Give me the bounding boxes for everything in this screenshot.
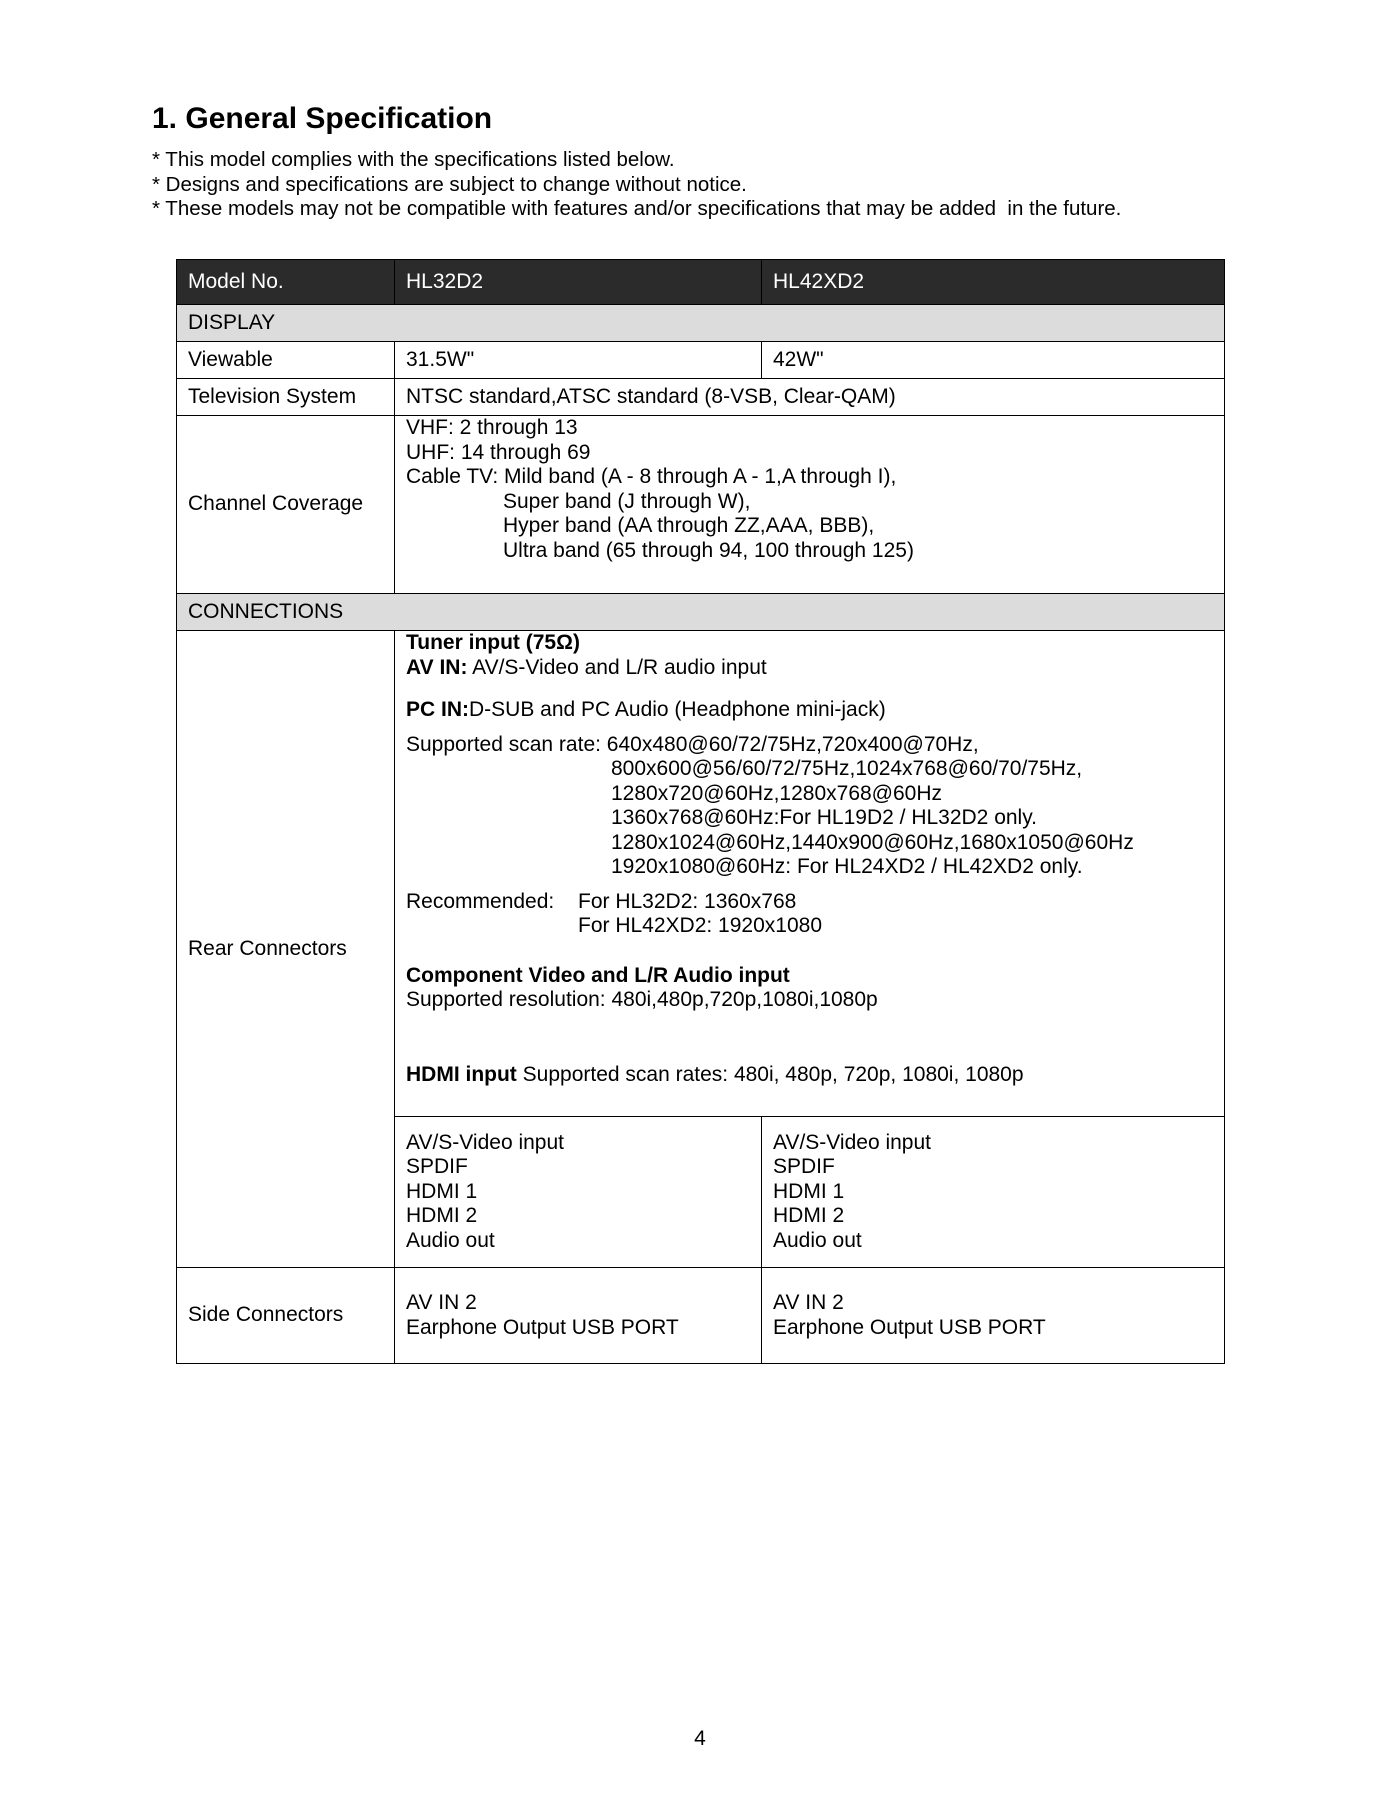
- scan-rate-value: 1280x720@60Hz,1280x768@60Hz: [611, 781, 943, 805]
- section-display-title: DISPLAY: [177, 305, 1225, 342]
- av-in-text: AV/S-Video and L/R audio input: [467, 655, 767, 679]
- list-item: HDMI 2: [406, 1204, 478, 1228]
- table-row-viewable: [177, 342, 1225, 379]
- side-connectors-label: Side Connectors: [177, 1268, 395, 1364]
- list-item: AV/S-Video input: [406, 1130, 564, 1154]
- table-header-row: [177, 260, 1225, 305]
- list-item: Audio out: [406, 1228, 495, 1252]
- table-row-side-connectors: [177, 1268, 1225, 1364]
- list-item: Earphone Output USB PORT: [773, 1315, 1046, 1339]
- channel-line: VHF: 2 through 13: [406, 416, 578, 439]
- pc-in-label: PC IN:: [406, 698, 469, 721]
- scan-rate-line: [406, 733, 1213, 758]
- rear-list-hl32d2: [395, 1117, 762, 1268]
- spec-table: [176, 259, 1225, 1364]
- side-hl42xd2: [762, 1268, 1225, 1364]
- list-item: Earphone Output USB PORT: [406, 1315, 679, 1339]
- header-model-no: Model No.: [177, 260, 395, 305]
- pc-in-line: [406, 698, 1213, 723]
- tuner-input: Tuner input (75Ω): [406, 631, 580, 654]
- list-item: Audio out: [773, 1228, 862, 1252]
- scan-rate-value: 1920x1080@60Hz: For HL24XD2 / HL42XD2 only.: [611, 855, 1083, 878]
- viewable-hl32d2: 31.5W": [395, 342, 762, 379]
- recommended-label: Recommended:: [406, 889, 555, 913]
- list-item: AV/S-Video input: [773, 1130, 931, 1154]
- scan-rate-value: 1280x1024@60Hz,1440x900@60Hz,1680x1050@60Hz: [611, 830, 1134, 854]
- television-system-value: NTSC standard,ATSC standard (8-VSB, Clear-QAM): [395, 379, 1225, 416]
- rear-list-hl42xd2: [762, 1117, 1225, 1268]
- channel-coverage-label: Channel Coverage: [177, 416, 395, 594]
- header-hl42xd2: HL42XD2: [762, 260, 1225, 305]
- note-line: * This model complies with the specifications listed below.: [152, 148, 675, 171]
- hdmi-label: HDMI input: [406, 1062, 517, 1086]
- scan-rate-value: 800x600@56/60/72/75Hz,1024x768@60/70/75Hz,: [611, 757, 1083, 780]
- component-text: Supported resolution: 480i,480p,720p,1080i,1080p: [406, 988, 878, 1011]
- hdmi-line: [406, 1063, 1213, 1088]
- section-connections-title: CONNECTIONS: [177, 594, 1225, 631]
- list-item: HDMI 1: [406, 1179, 478, 1203]
- channel-line: Cable TV: Mild band (A - 8 through A - 1,A through I),: [406, 465, 897, 488]
- television-system-label: Television System: [177, 379, 395, 416]
- channel-line: Super band (J through W),: [503, 489, 751, 513]
- rear-connectors-details: [395, 631, 1225, 1117]
- pc-in-text: D-SUB and PC Audio (Headphone mini-jack): [469, 698, 886, 721]
- scan-rate-value: 640x480@60/72/75Hz,720x400@70Hz,: [606, 732, 979, 756]
- page-title: 1. General Specification: [152, 102, 493, 135]
- av-in-line: [406, 656, 1213, 681]
- scan-rate-value: 1360x768@60Hz:For HL19D2 / HL32D2 only.: [611, 806, 1037, 829]
- page-number: 4: [694, 1727, 706, 1750]
- header-hl32d2: HL32D2: [395, 260, 762, 305]
- list-item: SPDIF: [773, 1155, 835, 1179]
- note-line: * These models may not be compatible with features and/or specifications that may be added in the future.: [152, 197, 1122, 220]
- recommended-line: [406, 890, 1213, 915]
- section-row-display: [177, 305, 1225, 342]
- list-item: SPDIF: [406, 1155, 468, 1179]
- channel-line: Hyper band (AA through ZZ,AAA, BBB),: [503, 514, 875, 537]
- rear-connectors-label: Rear Connectors: [177, 631, 395, 1268]
- side-hl32d2: [395, 1268, 762, 1364]
- channel-line: UHF: 14 through 69: [406, 440, 591, 464]
- recommended-value: For HL42XD2: 1920x1080: [578, 914, 822, 937]
- list-item: AV IN 2: [773, 1291, 844, 1314]
- table-row-channel-coverage: [177, 416, 1225, 594]
- component-label: Component Video and L/R Audio input: [406, 963, 790, 987]
- hdmi-text: Supported scan rates: 480i, 480p, 720p, 1080i, 1080p: [516, 1062, 1024, 1086]
- list-item: HDMI 1: [773, 1179, 845, 1203]
- list-item: AV IN 2: [406, 1291, 477, 1314]
- channel-line: Ultra band (65 through 94, 100 through 125): [503, 538, 914, 562]
- viewable-label: Viewable: [177, 342, 395, 379]
- viewable-hl42xd2: 42W": [762, 342, 1225, 379]
- table-row-television-system: [177, 379, 1225, 416]
- table-row-rear-connectors: [177, 631, 1225, 1117]
- scan-rate-label: Supported scan rate:: [406, 732, 607, 756]
- recommended-value: For HL32D2: 1360x768: [578, 889, 797, 913]
- list-item: HDMI 2: [773, 1204, 845, 1228]
- spec-notes: [152, 148, 1121, 222]
- section-row-connections: [177, 594, 1225, 631]
- channel-coverage-value: [395, 416, 1225, 594]
- note-line: * Designs and specifications are subject to change without notice.: [152, 172, 747, 196]
- av-in-label: AV IN:: [406, 655, 468, 679]
